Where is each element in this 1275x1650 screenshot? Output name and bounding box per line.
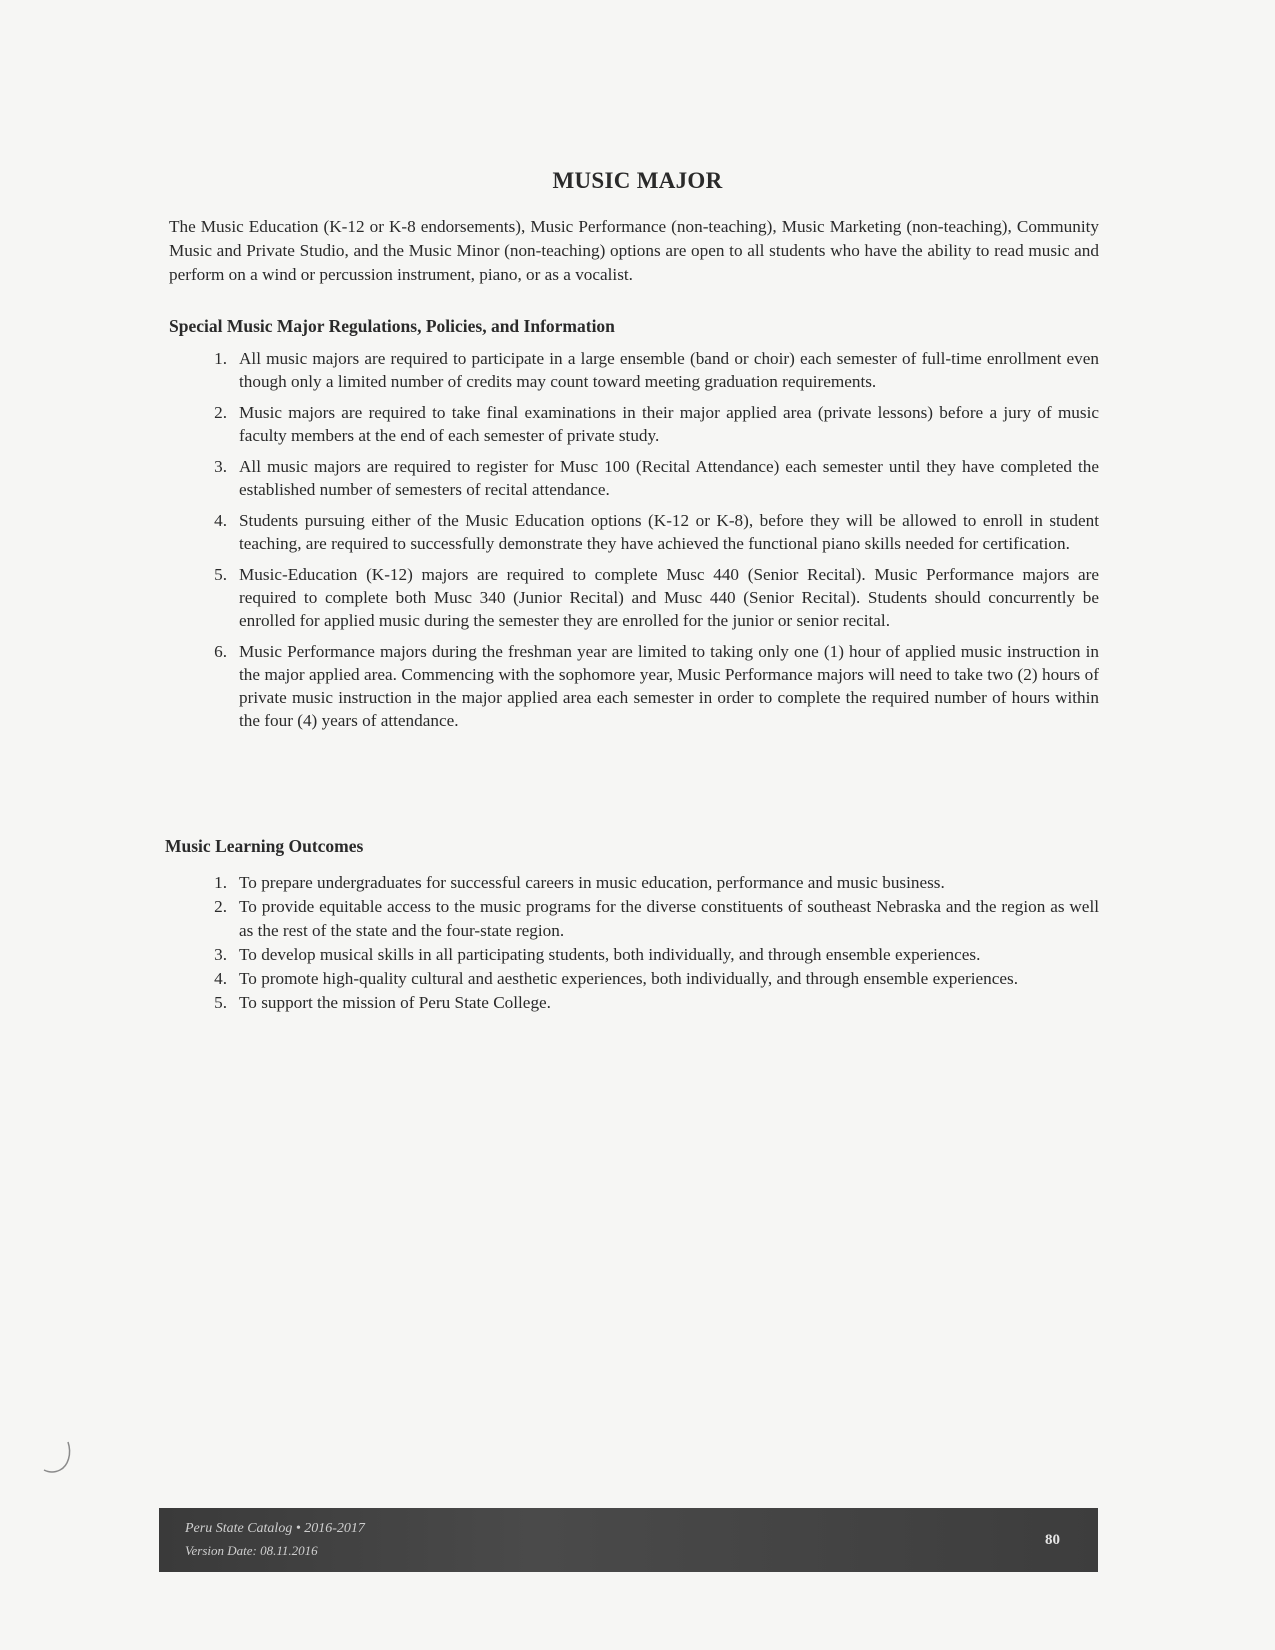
intro-paragraph: The Music Education (K-12 or K-8 endorsements), Music Performance (non-teaching), Music Marketing (non-teaching), Community Music and Private Studio, and the Music Minor (non-teaching) options are open to all students who have the ability to read music and perform on a wind or percussion instrument, piano, or as a vocalist. (169, 217, 1099, 284)
page-title: MUSIC MAJOR (552, 168, 723, 193)
list-item-number: 1. (214, 349, 227, 368)
list-item-text: Music-Education (K-12) majors are required to complete Musc 440 (Senior Recital). Music Performance majors are required to complete both Musc 340 (Junior Recital) and Musc 440 (Senior Recital). Students should concurrently be enrolled for applied music during the semester they are enrolled for the junior or senior recital. (239, 565, 1099, 630)
list-item-number: 4. (214, 969, 227, 988)
list-item (169, 895, 1099, 943)
list-item-text: To provide equitable access to the music programs for the diverse constituents of southeast Nebraska and the region as well as the rest of the state and the four-state region. (239, 897, 1099, 940)
footer-catalog-title: Peru State Catalog • 2016-2017 (185, 1521, 365, 1536)
list-item (169, 991, 1099, 1015)
list-item (169, 509, 1099, 555)
scan-artifact-mark (38, 1440, 78, 1476)
footer-version-date: Version Date: 08.11.2016 (185, 1543, 318, 1558)
list-item-number: 5. (214, 565, 227, 584)
list-item-text: To support the mission of Peru State College. (239, 993, 551, 1012)
list-item-number: 3. (214, 457, 227, 476)
regulations-list (169, 347, 1099, 740)
list-item (169, 401, 1099, 447)
list-item-number: 1. (214, 873, 227, 892)
list-item-text: Music majors are required to take final examinations in their major applied area (private lessons) before a jury of music faculty members at the end of each semester of private study. (239, 403, 1099, 445)
list-item-number: 4. (214, 511, 227, 530)
list-item-text: Students pursuing either of the Music Education options (K-12 or K-8), before they will be allowed to enroll in student teaching, are required to successfully demonstrate they have achieved the functional piano skills needed for certification. (239, 511, 1099, 553)
list-item-text: To develop musical skills in all participating students, both individually, and through ensemble experiences. (239, 945, 981, 964)
list-item-text: All music majors are required to register for Musc 100 (Recital Attendance) each semester until they have completed the established number of semesters of recital attendance. (239, 457, 1099, 499)
outcomes-heading: Music Learning Outcomes (165, 836, 364, 856)
list-item-number: 3. (214, 945, 227, 964)
list-item-text: To promote high-quality cultural and aesthetic experiences, both individually, and through ensemble experiences. (239, 969, 1018, 988)
list-item-text: Music Performance majors during the freshman year are limited to taking only one (1) hour of applied music instruction in the major applied area. Commencing with the sophomore year, Music Performance majors will need to take two (2) hours of private music instruction in the major applied area each semester in order to complete the required number of hours within the four (4) years of attendance. (239, 642, 1099, 730)
list-item (169, 455, 1099, 501)
list-item (169, 943, 1099, 967)
page-footer (159, 1508, 1098, 1572)
regulations-heading: Special Music Major Regulations, Policies, and Information (169, 316, 615, 336)
list-item-number: 5. (214, 993, 227, 1012)
page-number: 80 (1045, 1532, 1060, 1548)
list-item-number: 6. (214, 642, 227, 661)
list-item-text: To prepare undergraduates for successful careers in music education, performance and music business. (239, 873, 945, 892)
list-item (169, 967, 1099, 991)
list-item (169, 640, 1099, 732)
list-item-number: 2. (214, 897, 227, 916)
list-item (169, 871, 1099, 895)
list-item-text: All music majors are required to participate in a large ensemble (band or choir) each semester of full-time enrollment even though only a limited number of credits may count toward meeting graduation requirements. (239, 349, 1099, 391)
list-item (169, 563, 1099, 632)
outcomes-list (169, 871, 1099, 1015)
list-item (169, 347, 1099, 393)
list-item-number: 2. (214, 403, 227, 422)
